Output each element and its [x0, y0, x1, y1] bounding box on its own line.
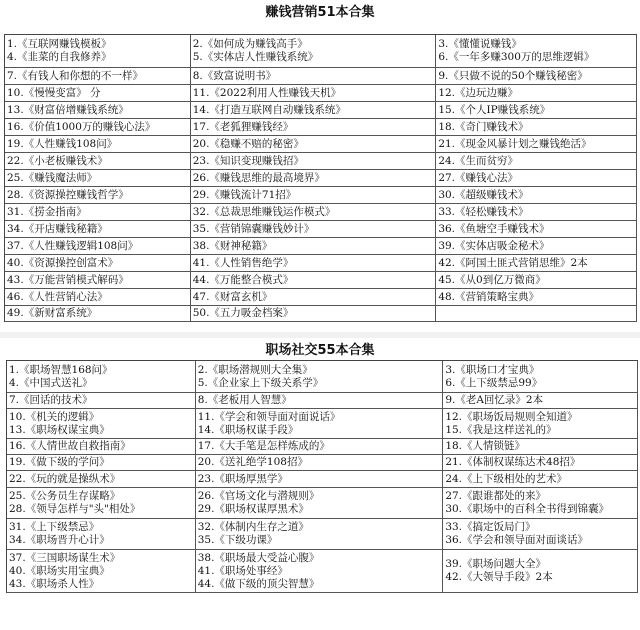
- table-cell: [5, 306, 191, 321]
- table-row: [7, 361, 638, 393]
- book-title: 15.《我是这样送礼的》: [445, 423, 557, 436]
- book-title: 9.《只做不说的50个赚钱秘密》: [438, 69, 588, 82]
- book-title: 19.《人性赚钱108问》: [7, 137, 118, 150]
- table-cell: [191, 221, 437, 237]
- table-cell: [7, 488, 196, 518]
- book-title: 7.《有钱人和你想的不一样》: [7, 69, 144, 82]
- book-title: 29.《赚钱流计71招》: [192, 188, 297, 201]
- book-title: 18.《人情锁链》: [445, 440, 526, 452]
- table-cell: [5, 153, 191, 169]
- table-row: [5, 272, 637, 289]
- book-title: 31.《上下级禁忌》: [9, 521, 100, 533]
- book-title: 24.《上下级相处的艺术》: [445, 472, 568, 485]
- table-cell: [436, 272, 637, 288]
- book-title: 16.《价值1000万的赚钱心法》: [7, 120, 156, 133]
- book-title: 25.《公务员生存谋略》: [9, 490, 121, 502]
- table-cell: [7, 361, 196, 392]
- table-cell: [7, 393, 196, 408]
- table-cell: [436, 153, 637, 169]
- book-title: 26.《官场文化与潜规则》: [197, 490, 320, 502]
- table-row: [5, 238, 637, 255]
- book-title: 1.《职场智慧168问》: [9, 363, 113, 376]
- table-cell: [191, 119, 437, 135]
- book-title: 48.《营销策略宝典》: [438, 290, 540, 303]
- table-row: [7, 471, 638, 488]
- table-cell: [5, 136, 191, 152]
- table-row: [5, 153, 637, 170]
- book-title: 33.《搞定饭局门》: [445, 521, 536, 533]
- book-title: 27.《跟谁都处的来》: [445, 490, 547, 502]
- book-title: 13.《职场权谋宝典》: [9, 423, 110, 436]
- book-title: 42.《阿国土匪式营销思维》2本: [438, 256, 588, 269]
- book-title: 15.《个人IP赚钱系统》: [438, 103, 551, 116]
- table-row: [7, 393, 638, 409]
- table-cell: [436, 289, 637, 305]
- book-title: 40.《职场实用宝典》: [9, 564, 110, 577]
- book-title: 35.《营销锦囊赚钱妙计》: [192, 222, 315, 235]
- table-row: [7, 455, 638, 471]
- book-title: 29.《职场权谋厚黑术》: [197, 503, 309, 515]
- table-cell: [5, 85, 191, 101]
- table-cell: [191, 102, 437, 118]
- book-title: 24.《生而贫穷》: [438, 154, 519, 167]
- sheet-workplace-social: [0, 338, 640, 630]
- book-title: 46.《人性营销心法》: [7, 290, 108, 303]
- book-title: 6.《上下级禁忌99》: [445, 376, 543, 389]
- table-cell: [443, 519, 638, 549]
- table-cell: [196, 439, 444, 454]
- table-cell: [191, 272, 437, 288]
- book-title: 32.《体制内生存之道》: [197, 521, 309, 533]
- table-cell: [443, 361, 638, 392]
- book-title: 6.《一年多赚300万的思维逻辑》: [438, 51, 595, 63]
- table-cell: [191, 85, 437, 101]
- book-title: 33.《轻松赚钱术》: [438, 205, 529, 218]
- table-cell: [196, 471, 444, 487]
- sheet-title: 职场社交55本合集: [265, 343, 375, 358]
- table-cell: [443, 439, 638, 454]
- table-row: [7, 550, 638, 593]
- book-title: 2.《如何成为赚钱高手》: [192, 38, 308, 50]
- table-cell: [5, 68, 191, 84]
- table-cell: [7, 439, 196, 454]
- book-title: 28.《资源操控赚钱哲学》: [7, 188, 129, 201]
- book-title: 21.《体制权谋练达术48招》: [445, 456, 581, 468]
- table-cell: [191, 153, 437, 169]
- table-row: [5, 204, 637, 221]
- book-title: 42.《大领导手段》2本: [445, 571, 553, 583]
- book-title: 14.《职场权谋手段》: [197, 423, 299, 436]
- table-cell: [443, 488, 638, 518]
- table-cell: [7, 550, 196, 592]
- table-cell: [191, 35, 437, 67]
- book-title: 1.《互联网赚钱模板》: [7, 38, 112, 50]
- table-cell: [7, 519, 196, 549]
- table-cell: [436, 85, 637, 101]
- book-title: 2.《职场潜规则大全集》: [197, 363, 313, 376]
- table-cell: [436, 170, 637, 186]
- table-cell: [436, 119, 637, 135]
- table-cell: [7, 471, 196, 487]
- book-title: 27.《赚钱心法》: [438, 171, 519, 184]
- book-title: 44.《万能整合模式》: [192, 273, 294, 286]
- table-row: [7, 439, 638, 455]
- table-cell: [436, 35, 637, 67]
- table-cell: [191, 187, 437, 203]
- table-cell: [196, 409, 444, 438]
- table-row: [5, 136, 637, 153]
- table-row: [5, 35, 637, 68]
- table-cell: [5, 289, 191, 305]
- table-cell: [443, 393, 638, 408]
- table-cell: [5, 187, 191, 203]
- table-row: [5, 306, 637, 322]
- book-title: 10.《机关的逻辑》: [9, 410, 100, 423]
- table-cell: [5, 35, 191, 67]
- table-cell: [7, 409, 196, 438]
- table-cell: [5, 119, 191, 135]
- table-cell: [436, 306, 637, 321]
- book-title: 38.《财神秘籍》: [192, 239, 273, 252]
- book-title: 45.《从0到亿万微商》: [438, 273, 546, 286]
- table-row: [5, 255, 637, 272]
- table-cell: [191, 289, 437, 305]
- book-title: 41.《职场处事经》: [197, 564, 288, 577]
- book-table: [4, 34, 637, 322]
- book-title: 26.《赚钱思维的最高境界》: [192, 171, 325, 184]
- book-title: 11.《学会和领导面对面说话》: [197, 410, 341, 423]
- table-cell: [436, 136, 637, 152]
- table-row: [7, 519, 638, 550]
- table-cell: [436, 238, 637, 254]
- book-title: 5.《实体店人性赚钱系统》: [192, 51, 319, 63]
- book-title: 12.《职场饭局规则全知道》: [445, 410, 578, 423]
- book-title: 8.《致富说明书》: [192, 69, 277, 82]
- book-title: 34.《开店赚钱秘籍》: [7, 222, 108, 235]
- book-title: 31.《捞金指南》: [7, 205, 87, 218]
- book-title: 25.《赚钱魔法师》: [7, 171, 98, 184]
- book-title: 7.《回话的技术》: [9, 394, 93, 406]
- book-title: 23.《职场厚黑学》: [197, 472, 288, 485]
- book-title: 47.《财富玄机》: [192, 290, 273, 303]
- table-cell: [443, 409, 638, 438]
- book-title: 34.《职场晋升心计》: [9, 534, 110, 546]
- book-title: 32.《总裁思维赚钱运作模式》: [192, 205, 336, 218]
- table-cell: [191, 170, 437, 186]
- table-cell: [436, 204, 637, 220]
- table-row: [5, 102, 637, 119]
- book-title: 36.《学会和领导面对面谈话》: [445, 534, 589, 546]
- book-title: 8.《老板用人智慧》: [197, 394, 292, 406]
- table-cell: [191, 306, 437, 321]
- book-title: 39.《职场问题大全》: [445, 558, 547, 570]
- table-cell: [443, 471, 638, 487]
- book-title: 50.《五力吸金档案》: [192, 307, 294, 319]
- book-title: 10.《慢慢变富》 分: [7, 86, 101, 99]
- table-cell: [436, 187, 637, 203]
- book-title: 14.《打造互联网自动赚钱系统》: [192, 103, 346, 116]
- book-title: 18.《奇门赚钱术》: [438, 120, 529, 133]
- book-title: 41.《人性销售绝学》: [192, 256, 294, 269]
- book-title: 3.《懂懂说赚钱》: [438, 38, 522, 50]
- book-title: 16.《人情世故自救指南》: [9, 440, 131, 452]
- table-cell: [443, 550, 638, 592]
- table-cell: [436, 221, 637, 237]
- table-row: [5, 221, 637, 238]
- book-title: 38.《职场最大受益心腹》: [197, 551, 320, 564]
- table-cell: [5, 255, 191, 271]
- book-title: 35.《下级功课》: [197, 534, 278, 546]
- table-cell: [196, 393, 444, 408]
- table-cell: [196, 550, 444, 592]
- table-row: [5, 187, 637, 204]
- book-title: 20.《稳赚不赔的秘密》: [192, 137, 304, 150]
- book-title: 37.《三国职场谋生术》: [9, 551, 121, 564]
- table-cell: [196, 519, 444, 549]
- book-title: 13.《财富倍增赚钱系统》: [7, 103, 129, 116]
- book-title: 49.《新财富系统》: [7, 307, 98, 319]
- table-cell: [196, 361, 444, 392]
- table-cell: [191, 204, 437, 220]
- table-cell: [5, 170, 191, 186]
- book-title: 21.《现金风暴计划之赚钱绝活》: [438, 137, 592, 150]
- table-cell: [436, 102, 637, 118]
- book-title: 19.《做下级的学问》: [9, 456, 110, 468]
- book-title: 4.《中国式送礼》: [9, 376, 93, 389]
- table-cell: [191, 68, 437, 84]
- table-cell: [5, 102, 191, 118]
- table-cell: [5, 204, 191, 220]
- book-title: 3.《职场口才宝典》: [445, 363, 540, 376]
- book-title: 9.《老A回忆录》2本: [445, 394, 544, 406]
- book-title: 39.《实体店吸金秘术》: [438, 239, 550, 252]
- table-cell: [436, 68, 637, 84]
- book-title: 12.《边玩边赚》: [438, 86, 519, 99]
- table-cell: [5, 238, 191, 254]
- book-title: 28.《领导怎样与"头"相处》: [9, 503, 141, 515]
- table-row: [5, 289, 637, 306]
- table-cell: [443, 455, 638, 470]
- table-row: [5, 85, 637, 102]
- table-row: [5, 119, 637, 136]
- book-title: 22.《玩的就是操纵术》: [9, 472, 121, 485]
- table-cell: [196, 488, 444, 518]
- book-title: 30.《超级赚钱术》: [438, 188, 529, 201]
- sheet-title: 赚钱营销51本合集: [265, 5, 375, 20]
- table-cell: [191, 238, 437, 254]
- book-title: 43.《万能营销模式解码》: [7, 273, 129, 286]
- table-cell: [191, 255, 437, 271]
- book-title: 37.《人性赚钱逻辑108问》: [7, 239, 139, 252]
- book-title: 4.《韭菜的自我修养》: [7, 51, 112, 63]
- table-cell: [196, 455, 444, 470]
- book-title: 17.《大手笔是怎样炼成的》: [197, 440, 330, 452]
- table-cell: [5, 221, 191, 237]
- book-table: [6, 360, 638, 593]
- table-row: [7, 409, 638, 439]
- book-title: 23.《知识变现赚钱招》: [192, 154, 304, 167]
- table-row: [7, 488, 638, 519]
- book-title: 11.《2022利用人性赚钱天机》: [192, 86, 342, 99]
- book-title: 22.《小老板赚钱术》: [7, 154, 108, 167]
- book-title: 43.《职场杀人性》: [9, 577, 100, 590]
- book-title: 20.《送礼绝学108招》: [197, 456, 308, 468]
- book-title: 36.《鱼塘空手赚钱术》: [438, 222, 550, 235]
- table-row: [5, 68, 637, 85]
- book-title: 30.《职场中的百科全书得到锦囊》: [445, 503, 610, 515]
- book-title: 5.《企业家上下级关系学》: [197, 376, 324, 389]
- table-row: [5, 170, 637, 187]
- book-title: 44.《做下级的顶尖智慧》: [197, 577, 320, 590]
- book-title: 40.《资源操控创富术》: [7, 256, 119, 269]
- table-cell: [436, 255, 637, 271]
- table-cell: [7, 455, 196, 470]
- table-cell: [5, 272, 191, 288]
- table-cell: [191, 136, 437, 152]
- book-title: 17.《老狐狸赚钱经》: [192, 120, 294, 133]
